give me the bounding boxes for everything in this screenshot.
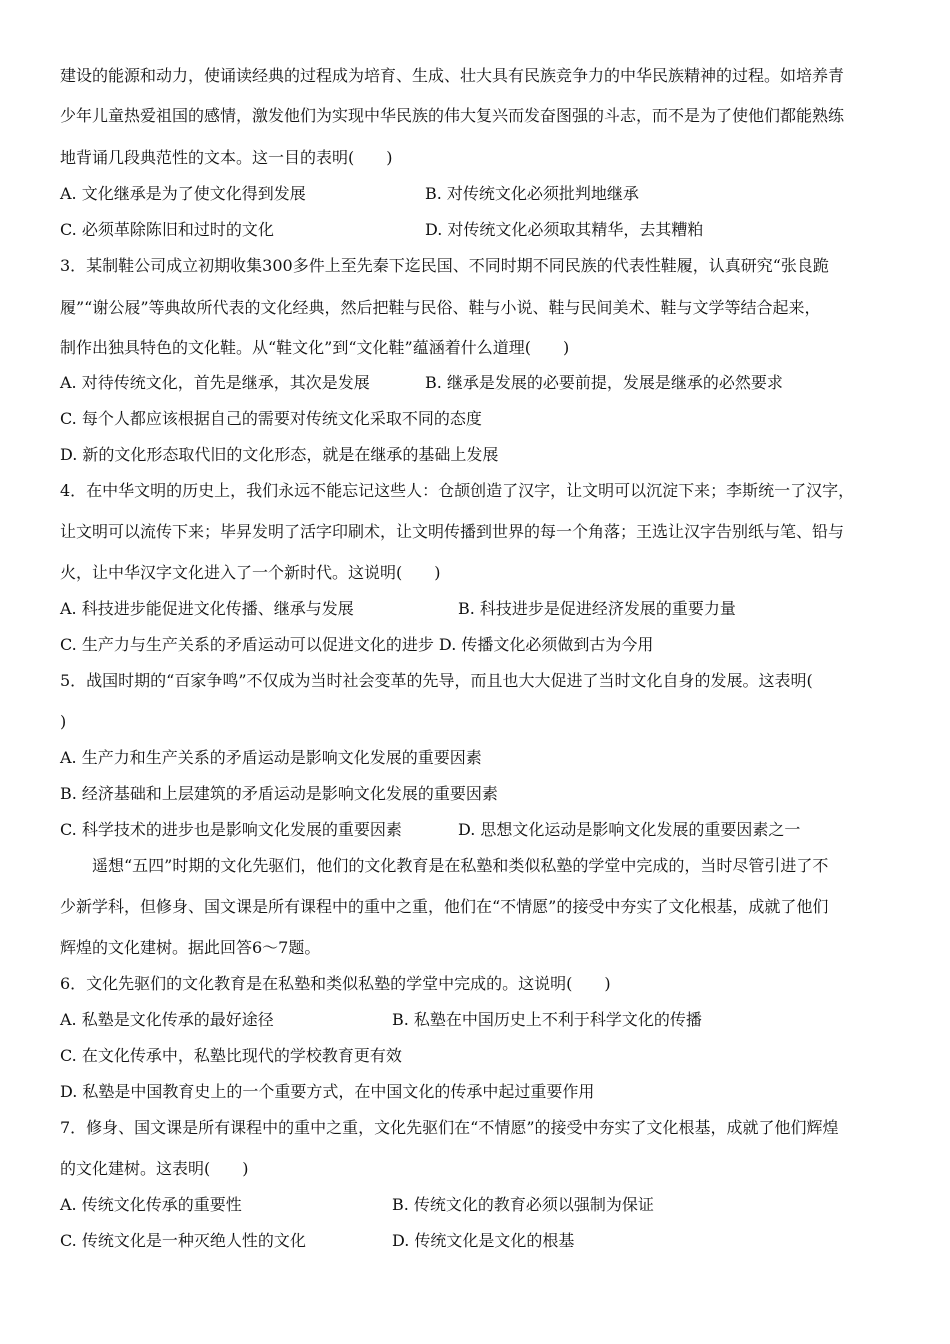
option-c: C. 传统文化是一种灭绝人性的文化 xyxy=(60,1231,306,1250)
option-d: D. 思想文化运动是影响文化发展的重要因素之一 xyxy=(458,820,801,839)
option-a: A. 文化继承是为了使文化得到发展 xyxy=(60,184,306,203)
option-a: A. 科技进步能促进文化传播、继承与发展 xyxy=(60,599,354,618)
option-b: B. 传统文化的教育必须以强制为保证 xyxy=(392,1195,654,1214)
option-b: B. 私塾在中国历史上不利于科学文化的传播 xyxy=(392,1010,702,1029)
option-b: B. 经济基础和上层建筑的矛盾运动是影响文化发展的重要因素 xyxy=(60,784,498,803)
question-7-stem: 7．修身、国文课是所有课程中的重中之重，文化先驱们在“不情愿”的接受中夯实了文化根基，成就了他们辉煌 xyxy=(60,1118,839,1137)
intro-question-line: 地背诵几段典范性的文本。这一目的表明( ) xyxy=(60,148,393,167)
option-a: A. 私塾是文化传承的最好途径 xyxy=(60,1010,274,1029)
question-4-stem: 让文明可以流传下来；毕昇发明了活字印刷术，让文明传播到世界的每一个角落；王选让汉字告别纸与笔、铅与 xyxy=(60,522,845,541)
question-4-stem: 火，让中华汉字文化进入了一个新时代。这说明( ) xyxy=(60,563,441,582)
passage-line: 少新学科，但修身、国文课是所有课程中的重中之重，他们在“不情愿”的接受中夯实了文化根基，成就了他们 xyxy=(60,897,829,916)
passage-line: 辉煌的文化建树。据此回答6～7题。 xyxy=(60,938,321,957)
option-c: C. 每个人都应该根据自己的需要对传统文化采取不同的态度 xyxy=(60,409,482,428)
option-d: D. 新的文化形态取代旧的文化形态，就是在继承的基础上发展 xyxy=(60,445,499,464)
question-6-stem: 6．文化先驱们的文化教育是在私塾和类似私塾的学堂中完成的。这说明( ) xyxy=(60,974,611,993)
question-4-stem: 4．在中华文明的历史上，我们永远不能忘记这些人：仓颉创造了汉字，让文明可以沉淀下来；李斯统一了汉字， xyxy=(60,481,855,500)
option-a: A. 传统文化传承的重要性 xyxy=(60,1195,242,1214)
option-b: B. 继承是发展的必要前提，发展是继承的必然要求 xyxy=(425,373,783,392)
option-a: A. 生产力和生产关系的矛盾运动是影响文化发展的重要因素 xyxy=(60,748,482,767)
option-a: A. 对待传统文化，首先是继承，其次是发展 xyxy=(60,373,370,392)
option-d: D. 私塾是中国教育史上的一个重要方式，在中国文化的传承中起过重要作用 xyxy=(60,1082,595,1101)
question-7-stem: 的文化建树。这表明( ) xyxy=(60,1159,249,1178)
question-5-stem: ) xyxy=(60,712,67,731)
intro-text-line: 少年儿童热爱祖国的感情，激发他们为实现中华民族的伟大复兴而发奋图强的斗志，而不是为了使他们都能熟练 xyxy=(60,106,845,125)
question-3-stem: 3．某制鞋公司成立初期收集300多件上至先秦下迄民国、不同时期不同民族的代表性鞋履，认真研究“张良跪 xyxy=(60,256,829,275)
question-3-stem: 履”“谢公屐”等典故所代表的文化经典，然后把鞋与民俗、鞋与小说、鞋与民间美术、鞋与文学等结合起来， xyxy=(60,298,821,317)
option-c: C. 在文化传承中，私塾比现代的学校教育更有效 xyxy=(60,1046,402,1065)
option-c: C. 科学技术的进步也是影响文化发展的重要因素 xyxy=(60,820,402,839)
option-c-d: C. 生产力与生产关系的矛盾运动可以促进文化的进步 D. 传播文化必须做到古为今用 xyxy=(60,635,654,654)
question-3-stem: 制作出独具特色的文化鞋。从“鞋文化”到“文化鞋”蕴涵着什么道理( ) xyxy=(60,338,570,357)
option-d: D. 对传统文化必须取其精华，去其糟粕 xyxy=(425,220,704,239)
option-d: D. 传统文化是文化的根基 xyxy=(392,1231,575,1250)
option-c: C. 必须革除陈旧和过时的文化 xyxy=(60,220,274,239)
question-5-stem: 5．战国时期的“百家争鸣”不仅成为当时社会变革的先导，而且也大大促进了当时文化自身的发展。这表明( xyxy=(60,671,813,690)
option-b: B. 科技进步是促进经济发展的重要力量 xyxy=(458,599,736,618)
passage-line: 遥想“五四”时期的文化先驱们，他们的文化教育是在私塾和类似私塾的学堂中完成的，当时尽管引进了不 xyxy=(92,856,829,875)
option-b: B. 对传统文化必须批判地继承 xyxy=(425,184,639,203)
intro-text-line: 建设的能源和动力，使诵读经典的过程成为培育、生成、壮大具有民族竞争力的中华民族精神的过程。如培养青 xyxy=(60,66,845,85)
